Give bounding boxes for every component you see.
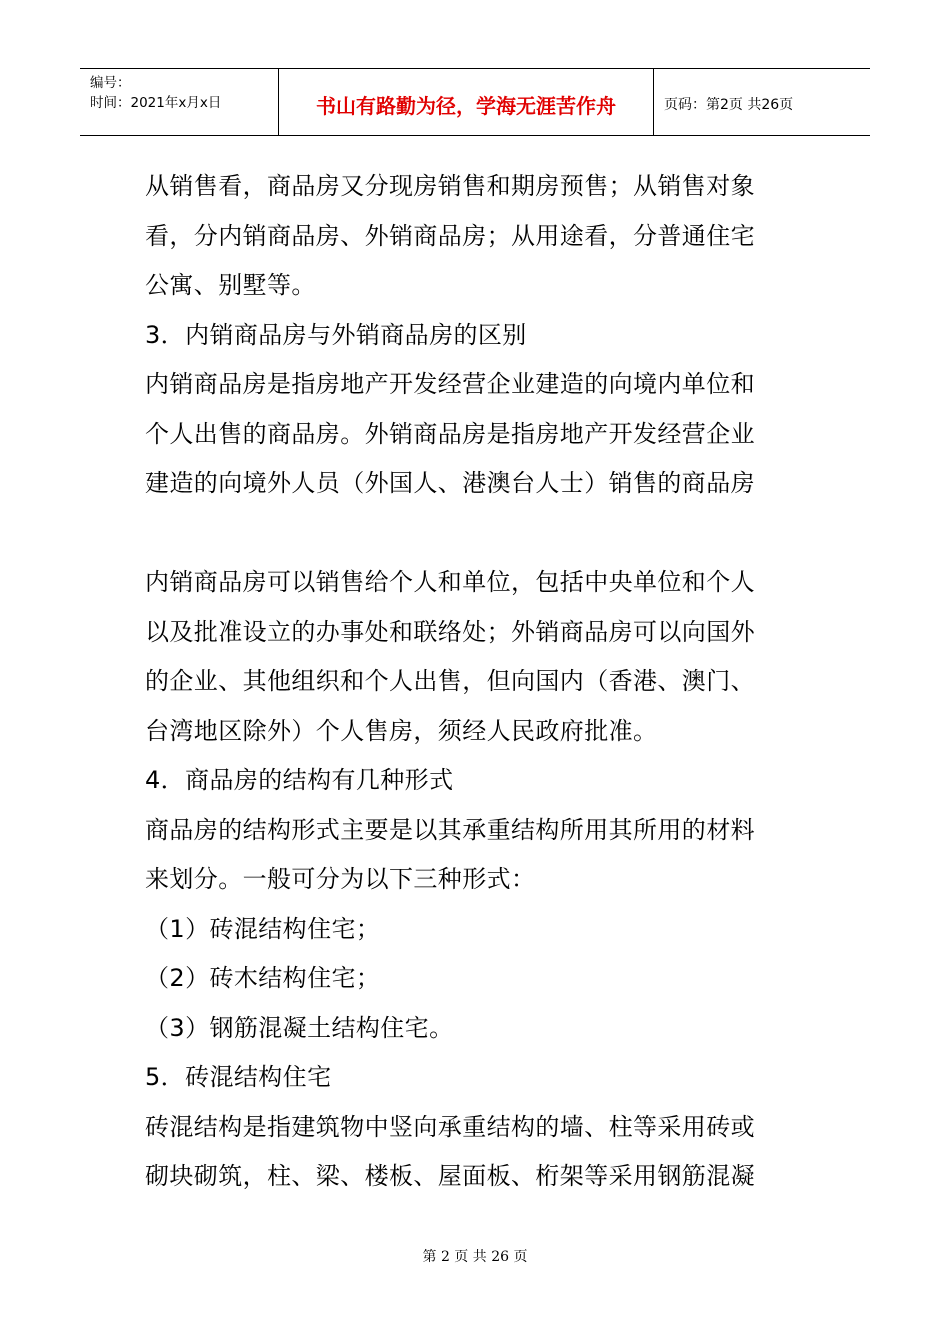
list-item: （1）砖混结构住宅；	[145, 914, 381, 943]
header-page-cell	[654, 69, 870, 135]
motto-text: 书山有路勤为径，学海无涯苦作舟	[316, 93, 616, 118]
text-line: 公寓、别墅等。	[145, 271, 316, 299]
document-header	[80, 68, 870, 136]
header-motto-cell	[279, 69, 654, 135]
text-line: 来划分。一般可分为以下三种形式：	[145, 865, 536, 893]
text-line: 以及批准设立的办事处和联络处；外销商品房可以向国外	[145, 617, 755, 646]
text-line: 内销商品房是指房地产开发经营企业建造的向境内单位和	[145, 370, 755, 398]
text-line: 台湾地区除外）个人售房，须经人民政府批准。	[145, 716, 658, 745]
document-body	[145, 162, 825, 1202]
text-line: 砌块砌筑，柱、梁、楼板、屋面板、桁架等采用钢筋混凝	[145, 1162, 755, 1190]
text-line: 建造的向境外人员（外国人、港澳台人士）销售的商品房	[145, 469, 755, 497]
text-line: 从销售看，商品房又分现房销售和期房预售；从销售对象	[145, 172, 755, 200]
list-item: （3）钢筋混凝土结构住宅。	[145, 1013, 454, 1042]
header-meta-cell	[80, 69, 279, 135]
section-heading: 5．砖混结构住宅	[145, 1063, 332, 1091]
text-line: 内销商品房可以销售给个人和单位，包括中央单位和个人	[145, 568, 755, 596]
time-label: 时间：2021年x月x日	[90, 95, 222, 111]
number-label: 编号：	[90, 75, 131, 91]
text-line: 个人出售的商品房。外销商品房是指房地产开发经营企业	[145, 419, 755, 448]
text-line: 砖混结构是指建筑物中竖向承重结构的墙、柱等采用砖或	[145, 1112, 755, 1141]
section-heading: 4．商品房的结构有几种形式	[145, 766, 454, 794]
blank-line	[145, 509, 825, 559]
text-line: 的企业、其他组织和个人出售，但向国内（香港、澳门、	[145, 667, 755, 695]
text-line: 商品房的结构形式主要是以其承重结构所用其所用的材料	[145, 815, 755, 844]
list-item: （2）砖木结构住宅；	[145, 964, 381, 992]
text-line: 看，分内销商品房、外销商品房；从用途看，分普通住宅	[145, 221, 755, 250]
section-heading: 3．内销商品房与外销商品房的区别	[145, 320, 527, 349]
page-info: 页码：第2页 共26页	[664, 97, 794, 113]
page-footer: 第 2 页 共 26 页	[422, 1249, 528, 1265]
